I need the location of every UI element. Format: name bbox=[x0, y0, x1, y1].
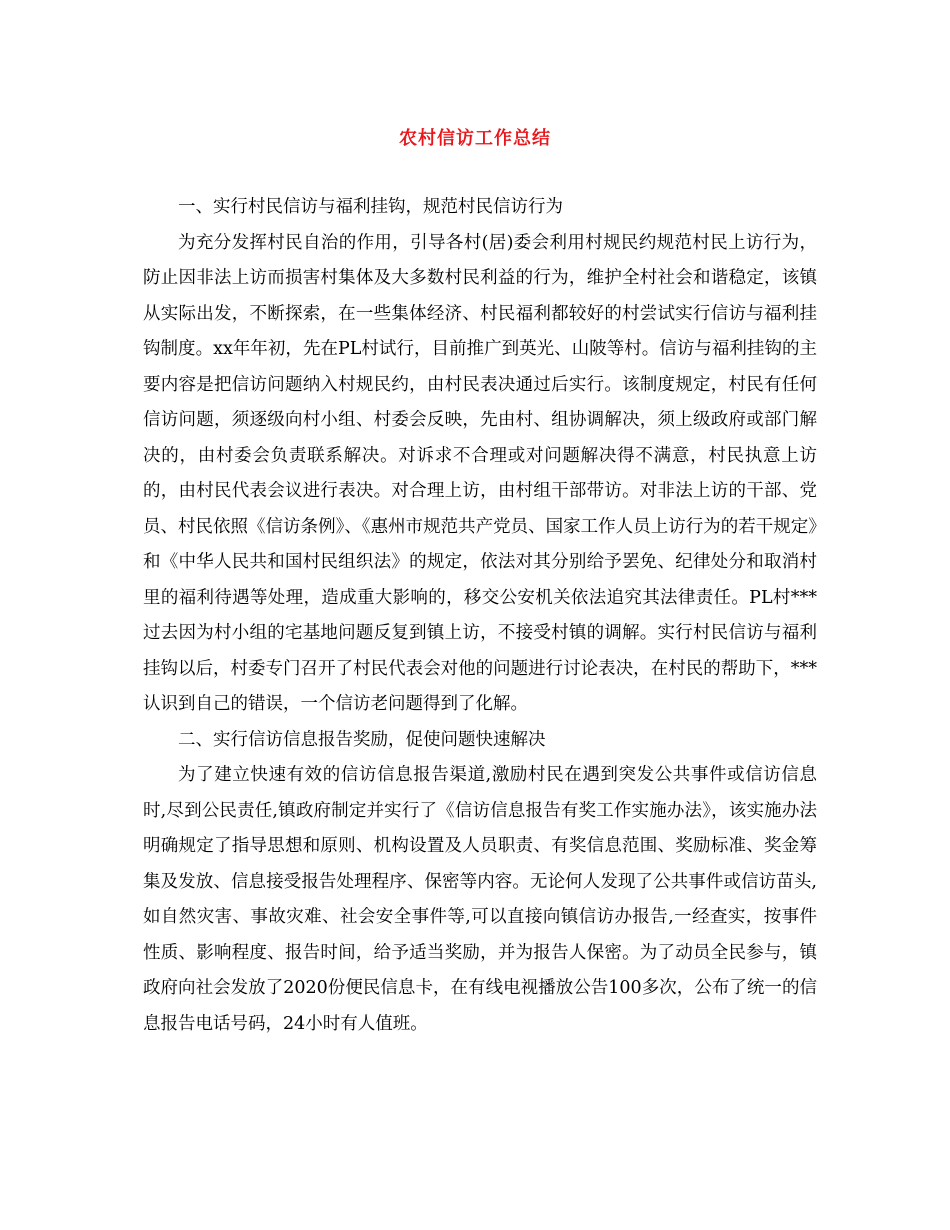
document-body bbox=[143, 190, 817, 1042]
section-1-heading: 一、实行村民信访与福利挂钩，规范村民信访行为 bbox=[178, 197, 563, 217]
document-title: 农村信访工作总结 bbox=[399, 128, 551, 149]
section-1-body: 为充分发挥村民自治的作用，引导各村(居)委会利用村规民约规范村民上访行为，防止因非法上访而损害村集体及大多数村民利益的行为，维护全村社会和谐稳定，该镇从实际出发，不断探索，在一些集体经济、村民福利都较好的村尝试实行信访与福利挂钩制度。xx年年初，先在PL村试行，目前推广到英光、山陂等村。信访与福利挂钩的主要内容是把信访问题纳入村规民约，由村民表决通过后实行。该制度规定，村民有任何信访问题，须逐级向村小组、村委会反映，先由村、组协调解决，须上级政府或部门解决的，由村委会负责联系解决。对诉求不合理或对问题解决得不满意，村民执意上访的，由村民代表会议进行表决。对合理上访，由村组干部带访。对非法上访的干部、党员、村民依照《信访条例》、《惠州市规范共产党员、国家工作人员上访行为的若干规定》和《中华人民共和国村民组织法》的规定，依法对其分别给予罢免、纪律处分和取消村里的福利待遇等处理，造成重大影响的，移交公安机关依法追究其法律责任。PL村***过去因为村小组的宅基地问题反复到镇上访，不接受村镇的调解。实行村民信访与福利挂钩以后，村委专门召开了村民代表会对他的问题进行讨论表决，在村民的帮助下，***认识到自己的错误，一个信访老问题得到了化解。 bbox=[143, 232, 817, 714]
section-2-body: 为了建立快速有效的信访信息报告渠道,激励村民在遇到突发公共事件或信访信息时,尽到公民责任,镇政府制定并实行了《信访信息报告有奖工作实施办法》，该实施办法明确规定了指导思想和原则、机构设置及人员职责、有奖信息范围、奖励标准、奖金筹集及发放、信息接受报告处理程序、保密等内容。无论何人发现了公共事件或信访苗头,如自然灾害、事故灾难、社会安全事件等,可以直接向镇信访办报告,一经查实，按事件性质、影响程度、报告时间，给予适当奖励，并为报告人保密。为了动员全民参与，镇政府向社会发放了2020份便民信息卡，在有线电视播放公告100多次，公布了统一的信息报告电话号码，24小时有人值班。 bbox=[143, 765, 817, 1034]
section-2-heading: 二、实行信访信息报告奖励，促使问题快速解决 bbox=[178, 729, 546, 750]
